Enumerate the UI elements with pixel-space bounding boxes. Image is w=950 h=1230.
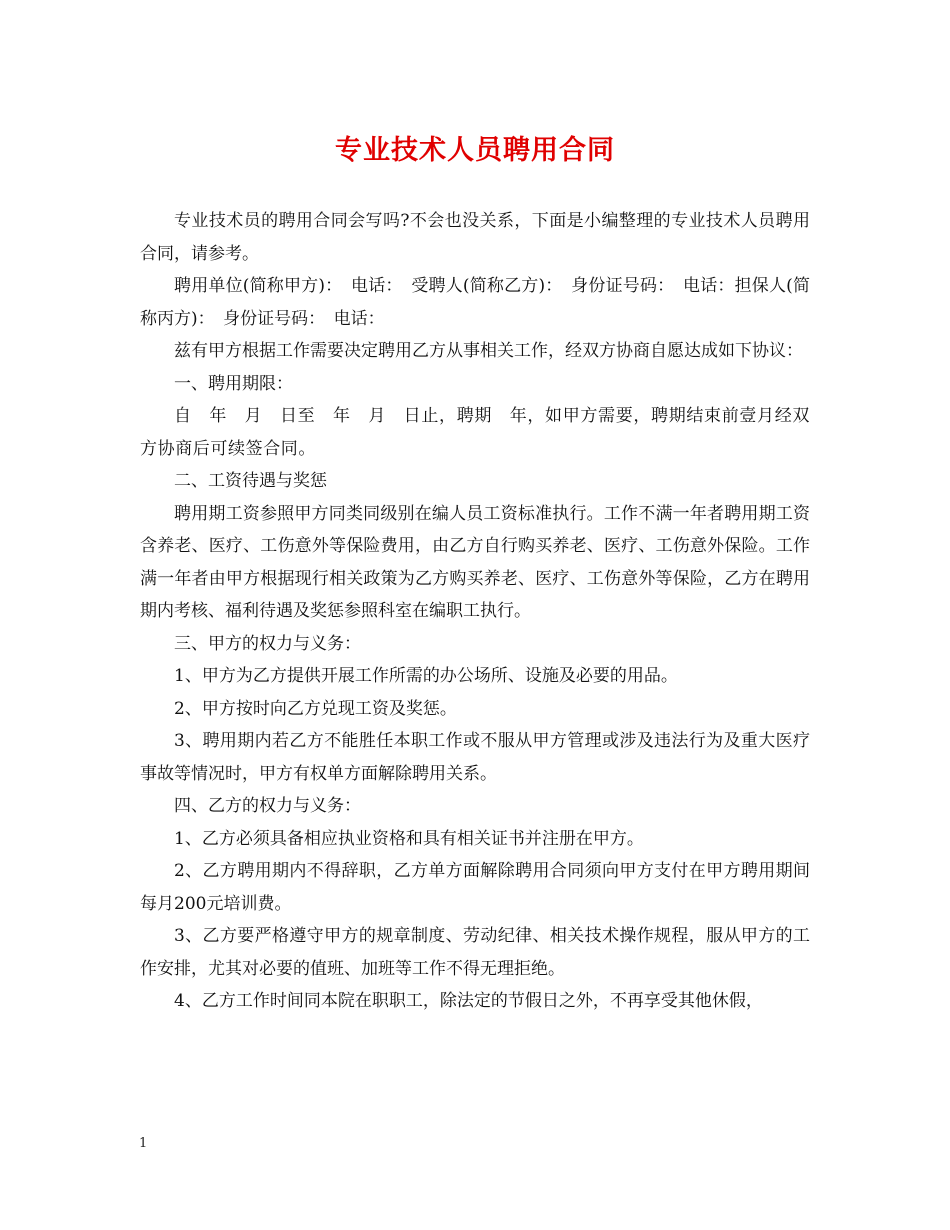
paragraph-party-b-2: 2、乙方聘用期内不得辞职，乙方单方面解除聘用合同须向甲方支付在甲方聘用期间每月200元培训费。 bbox=[140, 861, 810, 914]
paragraph-intro: 专业技术员的聘用合同会写吗?不会也没关系，下面是小编整理的专业技术人员聘用合同，请参考。 bbox=[140, 211, 810, 264]
document-body bbox=[140, 205, 810, 1018]
section-heading-party-b: 四、乙方的权力与义务： bbox=[174, 796, 361, 816]
page-number: 1 bbox=[139, 1136, 148, 1151]
paragraph-parties: 聘用单位(简称甲方)： 电话： 受聘人(简称乙方)： 身份证号码： 电话：担保人(简称丙方)： 身份证号码： 电话： bbox=[140, 276, 810, 329]
paragraph-agreement: 兹有甲方根据工作需要决定聘用乙方从事相关工作，经双方协商自愿达成如下协议： bbox=[174, 341, 803, 361]
paragraph-party-b-4: 4、乙方工作时间同本院在职职工，除法定的节假日之外，不再享受其他休假， bbox=[174, 991, 763, 1011]
section-heading-party-a: 三、甲方的权力与义务： bbox=[174, 633, 361, 654]
paragraph-party-a-3: 3、聘用期内若乙方不能胜任本职工作或不服从甲方管理或涉及违法行为及重大医疗事故等情况时，甲方有权单方面解除聘用关系。 bbox=[140, 731, 810, 784]
paragraph-party-a-2: 2、甲方按时向乙方兑现工资及奖惩。 bbox=[174, 698, 457, 719]
paragraph-party-b-3: 3、乙方要严格遵守甲方的规章制度、劳动纪律、相关技术操作规程，服从甲方的工作安排，尤其对必要的值班、加班等工作不得无理拒绝。 bbox=[140, 926, 810, 979]
section-heading-term: 一、聘用期限： bbox=[174, 373, 293, 394]
paragraph-party-a-1: 1、甲方为乙方提供开展工作所需的办公场所、设施及必要的用品。 bbox=[174, 666, 678, 686]
paragraph-term: 自 年 月 日至 年 月 日止，聘期 年，如甲方需要，聘期结束前壹月经双方协商后可续签合同。 bbox=[140, 406, 810, 459]
section-heading-salary: 二、工资待遇与奖惩 bbox=[174, 471, 327, 491]
document-title: 专业技术人员聘用合同 bbox=[335, 135, 615, 166]
paragraph-salary: 聘用期工资参照甲方同类同级别在编人员工资标准执行。工作不满一年者聘用期工资含养老、医疗、工伤意外等保险费用，由乙方自行购买养老、医疗、工伤意外保险。工作满一年者由甲方根据现行相关政策为乙方购买养老、医疗、工伤意外等保险，乙方在聘用期内考核、福利待遇及奖惩参照科室在编职工执行。 bbox=[140, 503, 810, 621]
paragraph-party-b-1: 1、乙方必须具备相应执业资格和具有相关证书并注册在甲方。 bbox=[174, 828, 644, 849]
